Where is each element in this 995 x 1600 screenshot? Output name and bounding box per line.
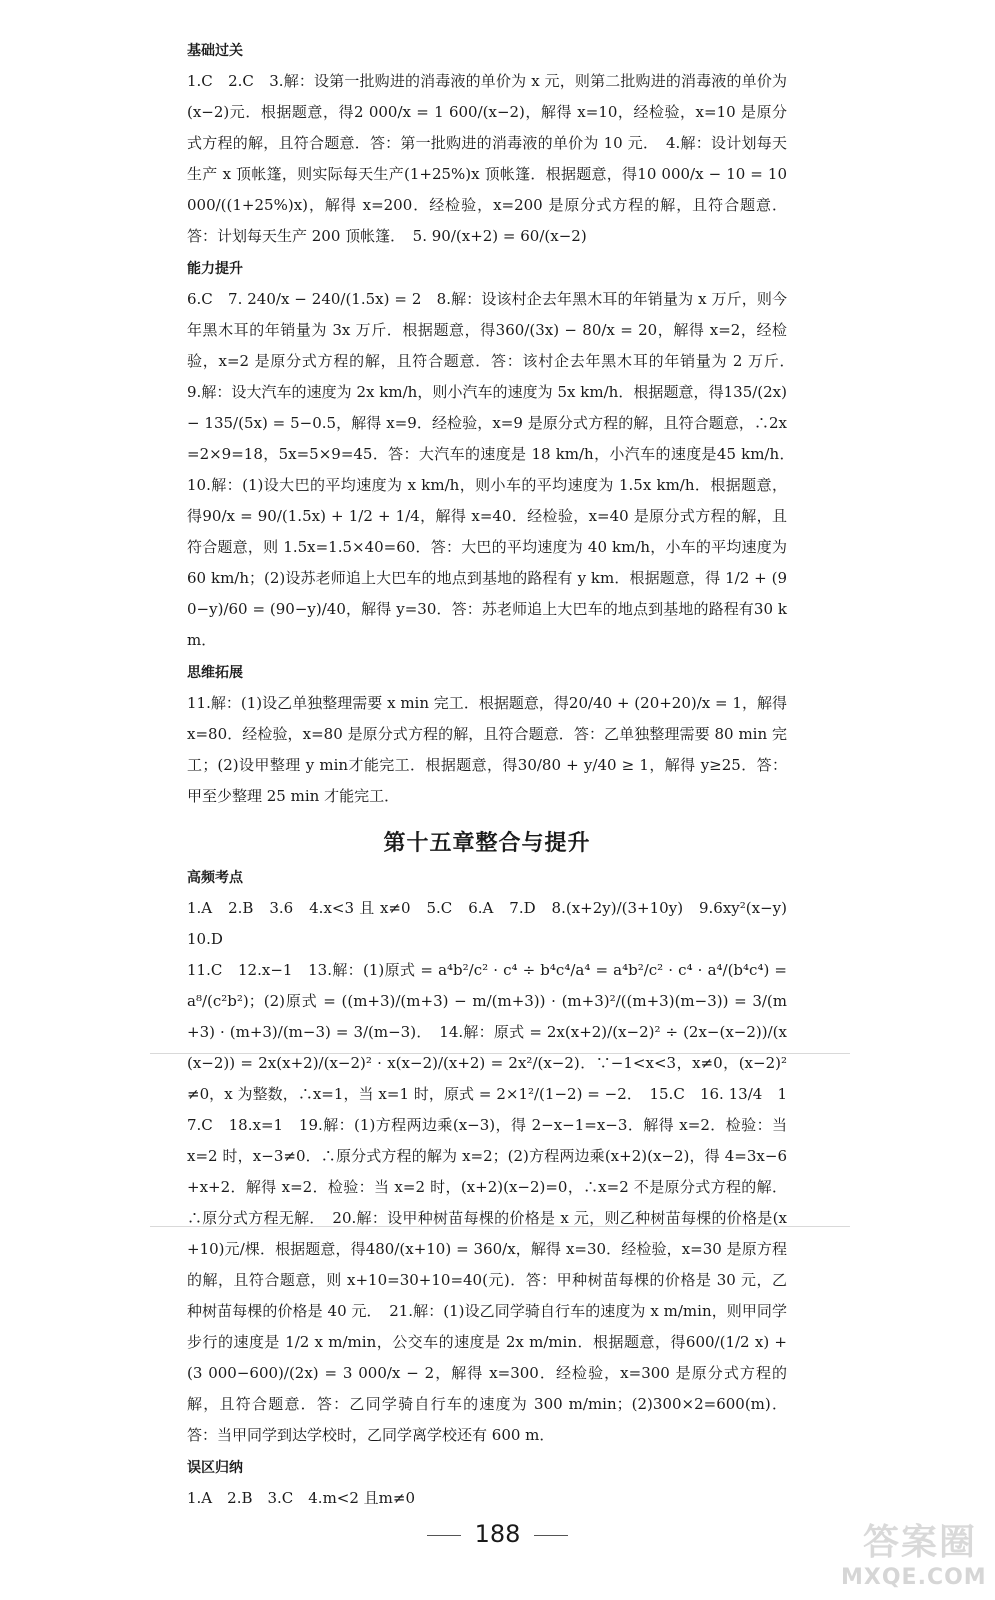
section-heading-mistakes: 误区归纳 [187, 1460, 243, 1476]
section-frequent-text-2: 11.C 12.x−1 13.解：(1)原式 = a⁴b²/c² · c⁴ ÷ b⁴c⁴/a⁴ = a⁴b²/c² · c⁴ · a⁴/(b⁴c⁴) = a⁸/(c²b²)；(2)原式 = ((m+3)/(m+3) − m/(m+3)) · (m+3)²/((m+3)(m−3)) = 3/(m+3) · (m+3)/(m−3) = 3/(m−3)． 14.解：原式 = 2x(x+2)/(x−2)² ÷ (2x−(x−2))/(x(x−2)) = 2x(x+2)/(x−2)² · x(x−2)/(x+2) = 2x²/(x−2)．∵−1<x<3，x≠0，(x−2)²≠0，x 为整数，∴x=1，当 x=1 时，原式 = 2×1²/(1−2) = −2． 15.C 16. 13/4 17.C 18.x=1 19.解：(1)方程两边乘(x−3)，得 2−x−1=x−3．解得 x=2．检验：当 x=2 时，x−3≠0．∴原分式方程的解为 x=2；(2)方程两边乘(x+2)(x−2)，得 4=3x−6+x+2．解得 x=2．检验：当 x=2 时，(x+2)(x−2)=0，∴x=2 不是原分式方程的解．∴原分式方程无解． 20.解：设甲种树苗每棵的价格是 x 元，则乙种树苗每棵的价格是(x+10)元/棵．根据题意，得480/(x+10) = 360/x，解得 x=30．经检验，x=30 是原方程的解，且符合题意，则 x+10=30+10=40(元)．答：甲种树苗每棵的价格是 30 元，乙种树苗每棵的价格是 40 元． 21.解：(1)设乙同学骑自行车的速度为 x m/min，则甲同学步行的速度是 1/2 x m/min，公交车的速度是 2x m/min．根据题意，得600/(1/2 x) + (3 000−600)/(2x) = 3 000/x − 2，解得 x=300．经检验，x=300 是原分式方程的解，且符合题意．答：乙同学骑自行车的速度为 300 m/min；(2)300×2=600(m)．答：当甲同学到达学校时，乙同学离学校还有 600 m． [187, 961, 787, 1444]
watermark-site: MXQE.COM [841, 1565, 987, 1590]
section-heading-basic: 基础过关 [187, 43, 243, 59]
chapter-title: 第十五章整合与提升 [383, 831, 591, 856]
watermark-glyphs: 答案圈 [863, 1522, 978, 1563]
section-mistakes-text: 1.A 2.B 3.C 4.m<2 且m≠0 [187, 1489, 416, 1507]
page-number-dash-right [534, 1535, 568, 1536]
section-heading-thinking: 思维拓展 [187, 665, 243, 681]
section-ability-text: 6.C 7. 240/x − 240/(1.5x) = 2 8.解：设该村企去年黑木耳的年销量为 x 万斤，则今年黑木耳的年销量为 3x 万斤．根据题意，得360/(3x) − 80/x = 20，解得 x=2，经检验，x=2 是原分式方程的解，且符合题意．答：该村企去年黑木耳的年销量为 2 万斤． 9.解：设大汽车的速度为 2x km/h，则小汽车的速度为 5x km/h．根据题意，得135/(2x) − 135/(5x) = 5−0.5，解得 x=9．经检验，x=9 是原分式方程的解，且符合题意，∴2x=2×9=18，5x=5×9=45．答：大汽车的速度是 18 km/h，小汽车的速度是45 km/h． 10.解：(1)设大巴的平均速度为 x km/h，则小车的平均速度为 1.5x km/h．根据题意，得90/x = 90/(1.5x) + 1/2 + 1/4，解得 x=40．经检验，x=40 是原分式方程的解，且符合题意，则 1.5x=1.5×40=60．答：大巴的平均速度为 40 km/h，小车的平均速度为 60 km/h；(2)设苏老师追上大巴车的地点到基地的路程有 y km．根据题意，得 1/2 + (90−y)/60 = (90−y)/40，解得 y=30．答：苏老师追上大巴车的地点到基地的路程有30 km． [187, 290, 803, 649]
watermark-logo [833, 1512, 987, 1592]
section-basic-text: 1.C 2.C 3.解：设第一批购进的消毒液的单价为 x 元，则第二批购进的消毒液的单价为(x−2)元．根据题意，得2 000/x = 1 600/(x−2)，解得 x=10，经检验，x=10 是原分式方程的解，且符合题意．答：第一批购进的消毒液的单价为 10 元． 4.解：设计划每天生产 x 顶帐篷，则实际每天生产(1+25%)x 顶帐篷．根据题意，得10 000/x − 10 = 10 000/((1+25%)x)，解得 x=200．经检验，x=200 是原分式方程的解，且符合题意．答：计划每天生产 200 顶帐篷． 5. 90/(x+2) = 60/(x−2) [187, 72, 787, 245]
page-number-dash-left [427, 1535, 461, 1536]
section-thinking-text: 11.解：(1)设乙单独整理需要 x min 完工．根据题意，得20/40 + (20+20)/x = 1，解得 x=80．经检验，x=80 是原分式方程的解，且符合题意．答：乙单独整理需要 80 min 完工；(2)设甲整理 y min才能完工．根据题意，得30/80 + y/40 ≥ 1，解得 y≥25．答：甲至少整理 25 min 才能完工． [187, 694, 787, 805]
section-heading-frequent: 高频考点 [187, 870, 243, 886]
section-heading-ability: 能力提升 [187, 261, 243, 277]
answer-content [187, 34, 803, 1514]
page-number: 188 [474, 1520, 521, 1548]
section-frequent-text-1: 1.A 2.B 3.6 4.x<3 且 x≠0 5.C 6.A 7.D 8.(x+2y)/(3+10y) 9.6xy²(x−y) 10.D [187, 899, 803, 948]
